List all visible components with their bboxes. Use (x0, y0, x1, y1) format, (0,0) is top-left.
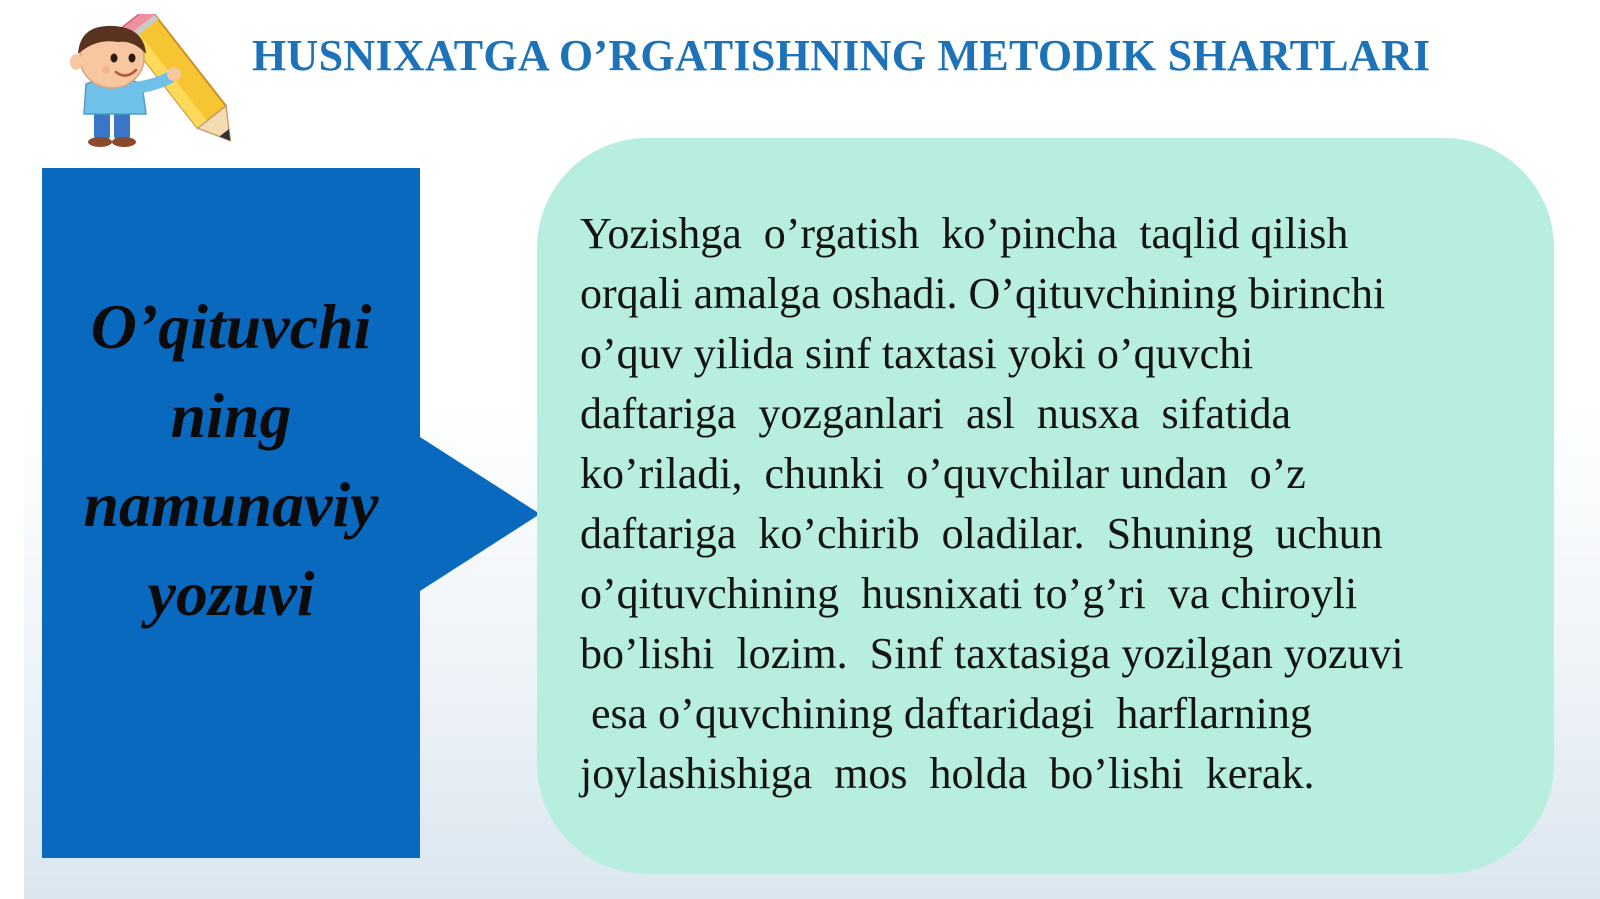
body-line: esa o’quvchining daftaridagi harflarning (580, 689, 1312, 738)
body-line: daftariga yozganlari asl nusxa sifatida (580, 389, 1292, 438)
arrow-label-line: ning (170, 380, 292, 451)
body-line: ko’riladi, chunki o’quvchilar undan o’z (580, 449, 1306, 498)
body-line: o’qituvchining husnixati to’g’ri va chiroyli (580, 569, 1358, 618)
arrow-label-line: O’qituvchi (90, 291, 372, 362)
body-line: orqali amalga oshadi. O’qituvchining birinchi (580, 269, 1386, 318)
body-line: bo’lishi lozim. Sinf taxtasiga yozilgan yozuvi (580, 629, 1404, 678)
body-line: daftariga ko’chirib oladilar. Shuning uchun (580, 509, 1383, 558)
body-line: o’quv yilida sinf taxtasi yoki o’quvchi (580, 329, 1254, 378)
arrow-label-line: yozuvi (147, 558, 315, 629)
arrow-label-line: namunaviy (83, 469, 379, 540)
body-paragraph (580, 204, 1550, 804)
left-margin-strip (0, 0, 24, 899)
slide-title: HUSNIXATGA O’RGATISHNING METODIK SHARTLARI (252, 31, 1431, 80)
boy-with-pencil-icon (56, 14, 256, 148)
body-line: joylashishiga mos holda bo’lishi kerak. (580, 749, 1315, 798)
arrow-callout-label (42, 282, 420, 638)
body-line: Yozishga o’rgatish ko’pincha taqlid qilish (580, 209, 1349, 258)
